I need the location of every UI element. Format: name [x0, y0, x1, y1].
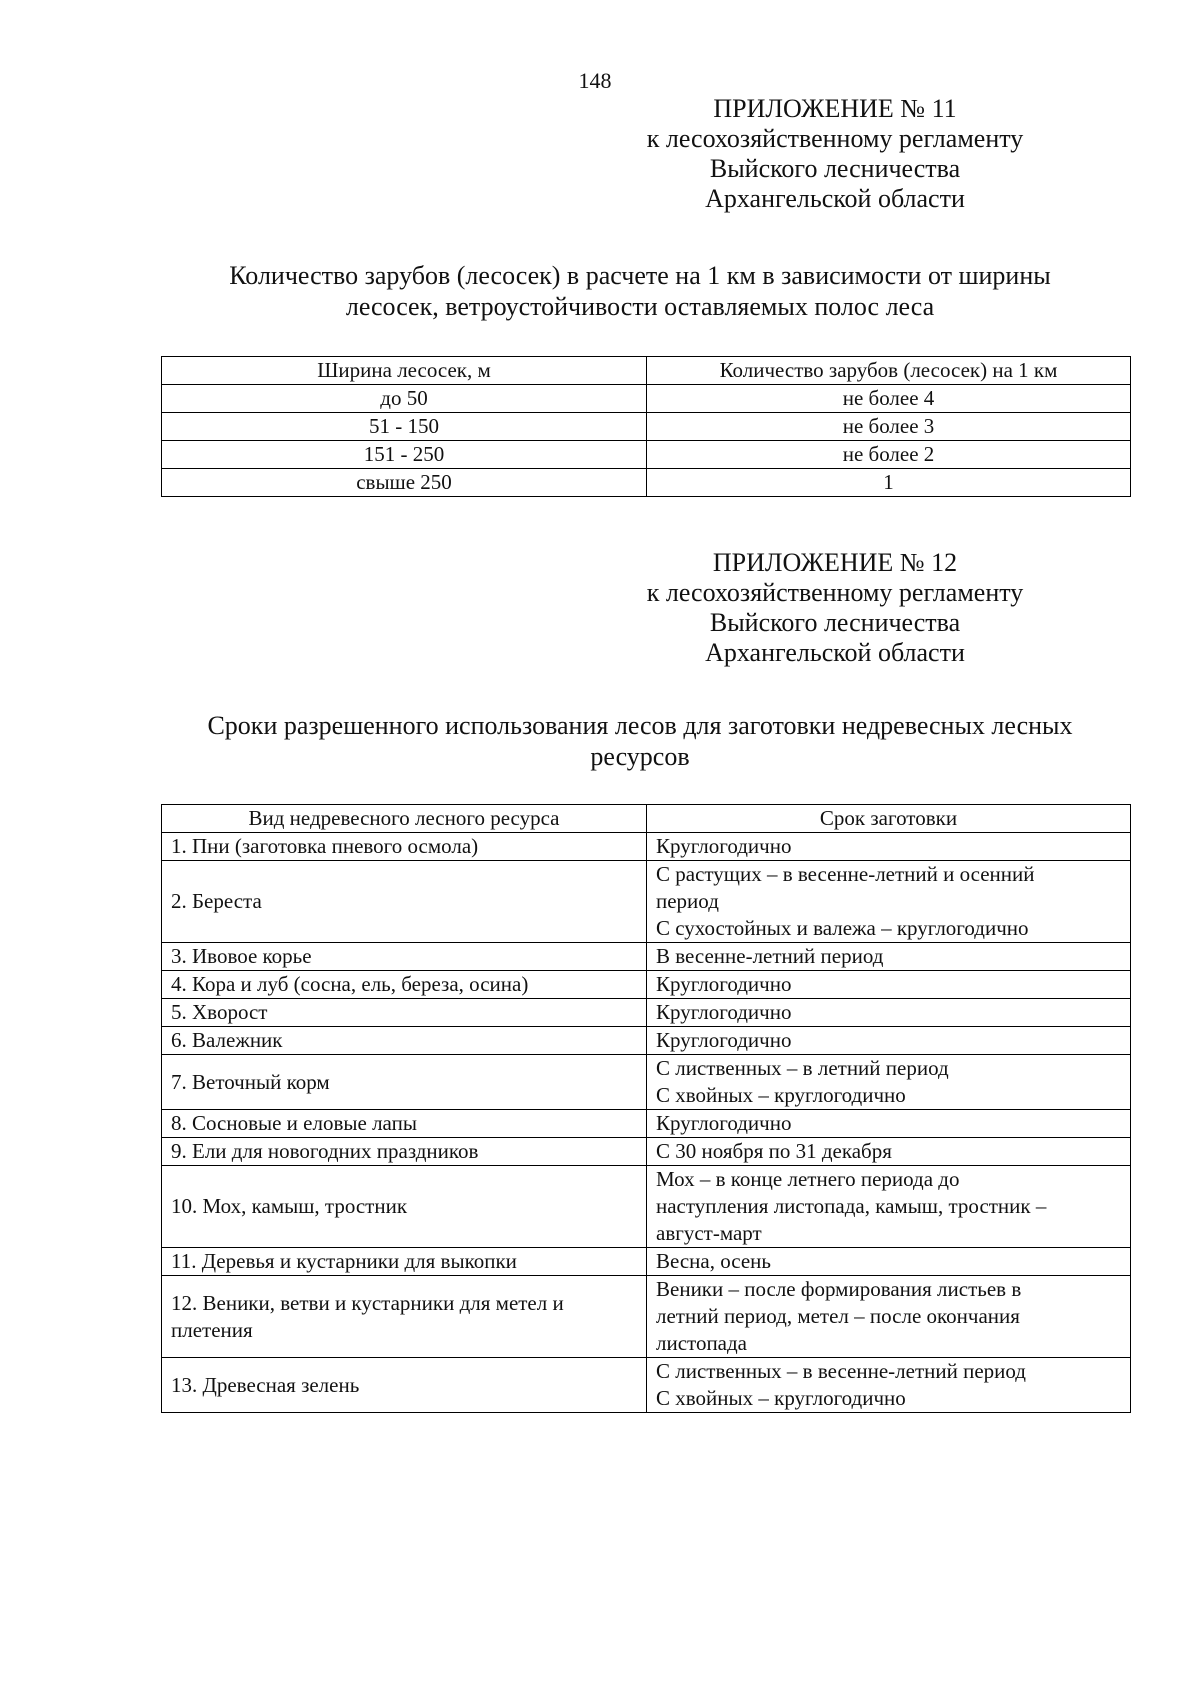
table-header-row — [162, 357, 1131, 385]
term-line: С растущих – в весенне-летний и осенний — [656, 862, 1035, 886]
table-row — [162, 833, 1131, 861]
resource-cell: 2. Береста — [162, 861, 647, 943]
appendix-12-line-3: Выйского лесничества — [709, 608, 961, 637]
table2-title-line-2: ресурсов — [590, 742, 690, 771]
table-row — [162, 1358, 1131, 1413]
appendix-12-line-2: к лесохозяйственному регламенту — [646, 578, 1024, 607]
resource-cell: 10. Мох, камыш, тростник — [162, 1166, 647, 1248]
term-line: Весна, осень — [656, 1249, 771, 1273]
table-row — [162, 861, 1131, 943]
table1-title — [150, 260, 1130, 322]
term-line: С 30 ноября по 31 декабря — [656, 1139, 892, 1163]
count-cell: не более 4 — [647, 385, 1131, 413]
table1-title-line-2: лесосек, ветроустойчивости оставляемых полос леса — [345, 292, 935, 321]
term-cell — [647, 1276, 1131, 1358]
term-line: С сухостойных и валежа – круглогодично — [656, 916, 1029, 940]
table1-title-line-1: Количество зарубов (лесосек) в расчете на 1 км в зависимости от ширины — [229, 261, 1051, 290]
table2-title — [150, 710, 1130, 772]
table-row — [162, 1110, 1131, 1138]
resource-cell: 4. Кора и луб (сосна, ель, береза, осина) — [162, 971, 647, 999]
term-line: период — [656, 889, 719, 913]
term-line: Круглогодично — [656, 1111, 792, 1135]
resource-cell: 12. Веники, ветви и кустарники для метел и плетения — [162, 1276, 647, 1358]
table-row — [162, 469, 1131, 497]
term-cell — [647, 999, 1131, 1027]
term-line: наступления листопада, камыш, тростник – — [656, 1194, 1047, 1218]
term-cell — [647, 943, 1131, 971]
table-row — [162, 971, 1131, 999]
width-cell: 151 - 250 — [162, 441, 647, 469]
term-line: С хвойных – круглогодично — [656, 1386, 906, 1410]
term-line: Круглогодично — [656, 972, 792, 996]
term-line: В весенне-летний период — [656, 944, 884, 968]
term-cell — [647, 971, 1131, 999]
term-line: С лиственных – в весенне-летний период — [656, 1359, 1026, 1383]
width-cell: до 50 — [162, 385, 647, 413]
appendix-11-line-2: к лесохозяйственному регламенту — [646, 124, 1024, 153]
count-cell: не более 2 — [647, 441, 1131, 469]
term-line: листопада — [656, 1331, 748, 1355]
term-cell — [647, 1166, 1131, 1248]
resource-cell: 3. Ивовое корье — [162, 943, 647, 971]
resource-cell: 7. Веточный корм — [162, 1055, 647, 1110]
term-cell — [647, 1358, 1131, 1413]
term-cell — [647, 1248, 1131, 1276]
table-row — [162, 943, 1131, 971]
table2-title-line-1: Сроки разрешенного использования лесов для заготовки недревесных лесных — [207, 711, 1073, 740]
table-row — [162, 999, 1131, 1027]
appendix-11-line-4: Архангельской области — [705, 184, 965, 213]
table-row — [162, 1276, 1131, 1358]
resource-cell: 13. Древесная зелень — [162, 1358, 647, 1413]
count-cell: 1 — [647, 469, 1131, 497]
term-cell — [647, 1110, 1131, 1138]
resource-cell: 5. Хворост — [162, 999, 647, 1027]
term-cell — [647, 833, 1131, 861]
term-cell — [647, 1055, 1131, 1110]
logging-sites-table — [161, 356, 1131, 497]
table-row — [162, 385, 1131, 413]
table-row — [162, 413, 1131, 441]
appendix-11-line-3: Выйского лесничества — [709, 154, 961, 183]
width-cell: 51 - 150 — [162, 413, 647, 441]
width-cell: свыше 250 — [162, 469, 647, 497]
table-row — [162, 441, 1131, 469]
column-header-term: Срок заготовки — [647, 805, 1131, 833]
table-row — [162, 1166, 1131, 1248]
term-cell — [647, 1027, 1131, 1055]
table-row — [162, 1248, 1131, 1276]
term-cell — [647, 1138, 1131, 1166]
appendix-11-header — [640, 94, 1030, 214]
resource-cell: 9. Ели для новогодних праздников — [162, 1138, 647, 1166]
column-header-count: Количество зарубов (лесосек) на 1 км — [647, 357, 1131, 385]
appendix-12-line-4: Архангельской области — [705, 638, 965, 667]
resource-cell: 8. Сосновые и еловые лапы — [162, 1110, 647, 1138]
term-line: С лиственных – в летний период — [656, 1056, 949, 1080]
appendix-12-heading: ПРИЛОЖЕНИЕ № 12 — [712, 548, 958, 577]
table-row — [162, 1055, 1131, 1110]
column-header-width: Ширина лесосек, м — [162, 357, 647, 385]
appendix-12-header — [640, 548, 1030, 668]
non-timber-resources-table — [161, 804, 1131, 1413]
table-header-row — [162, 805, 1131, 833]
resource-cell: 11. Деревья и кустарники для выкопки — [162, 1248, 647, 1276]
term-line: Веники – после формирования листьев в — [656, 1277, 1022, 1301]
table-row — [162, 1027, 1131, 1055]
table-row — [162, 1138, 1131, 1166]
page-number: 148 — [578, 68, 612, 93]
term-cell — [647, 861, 1131, 943]
term-line: Мох – в конце летнего периода до — [656, 1167, 960, 1191]
resource-cell: 6. Валежник — [162, 1027, 647, 1055]
term-line: Круглогодично — [656, 1000, 792, 1024]
term-line: летний период, метел – после окончания — [656, 1304, 1020, 1328]
term-line: Круглогодично — [656, 1028, 792, 1052]
term-line: С хвойных – круглогодично — [656, 1083, 906, 1107]
resource-cell: 1. Пни (заготовка пневого осмола) — [162, 833, 647, 861]
count-cell: не более 3 — [647, 413, 1131, 441]
term-line: август-март — [656, 1221, 762, 1245]
term-line: Круглогодично — [656, 834, 792, 858]
column-header-resource: Вид недревесного лесного ресурса — [162, 805, 647, 833]
appendix-11-heading: ПРИЛОЖЕНИЕ № 11 — [713, 94, 957, 123]
